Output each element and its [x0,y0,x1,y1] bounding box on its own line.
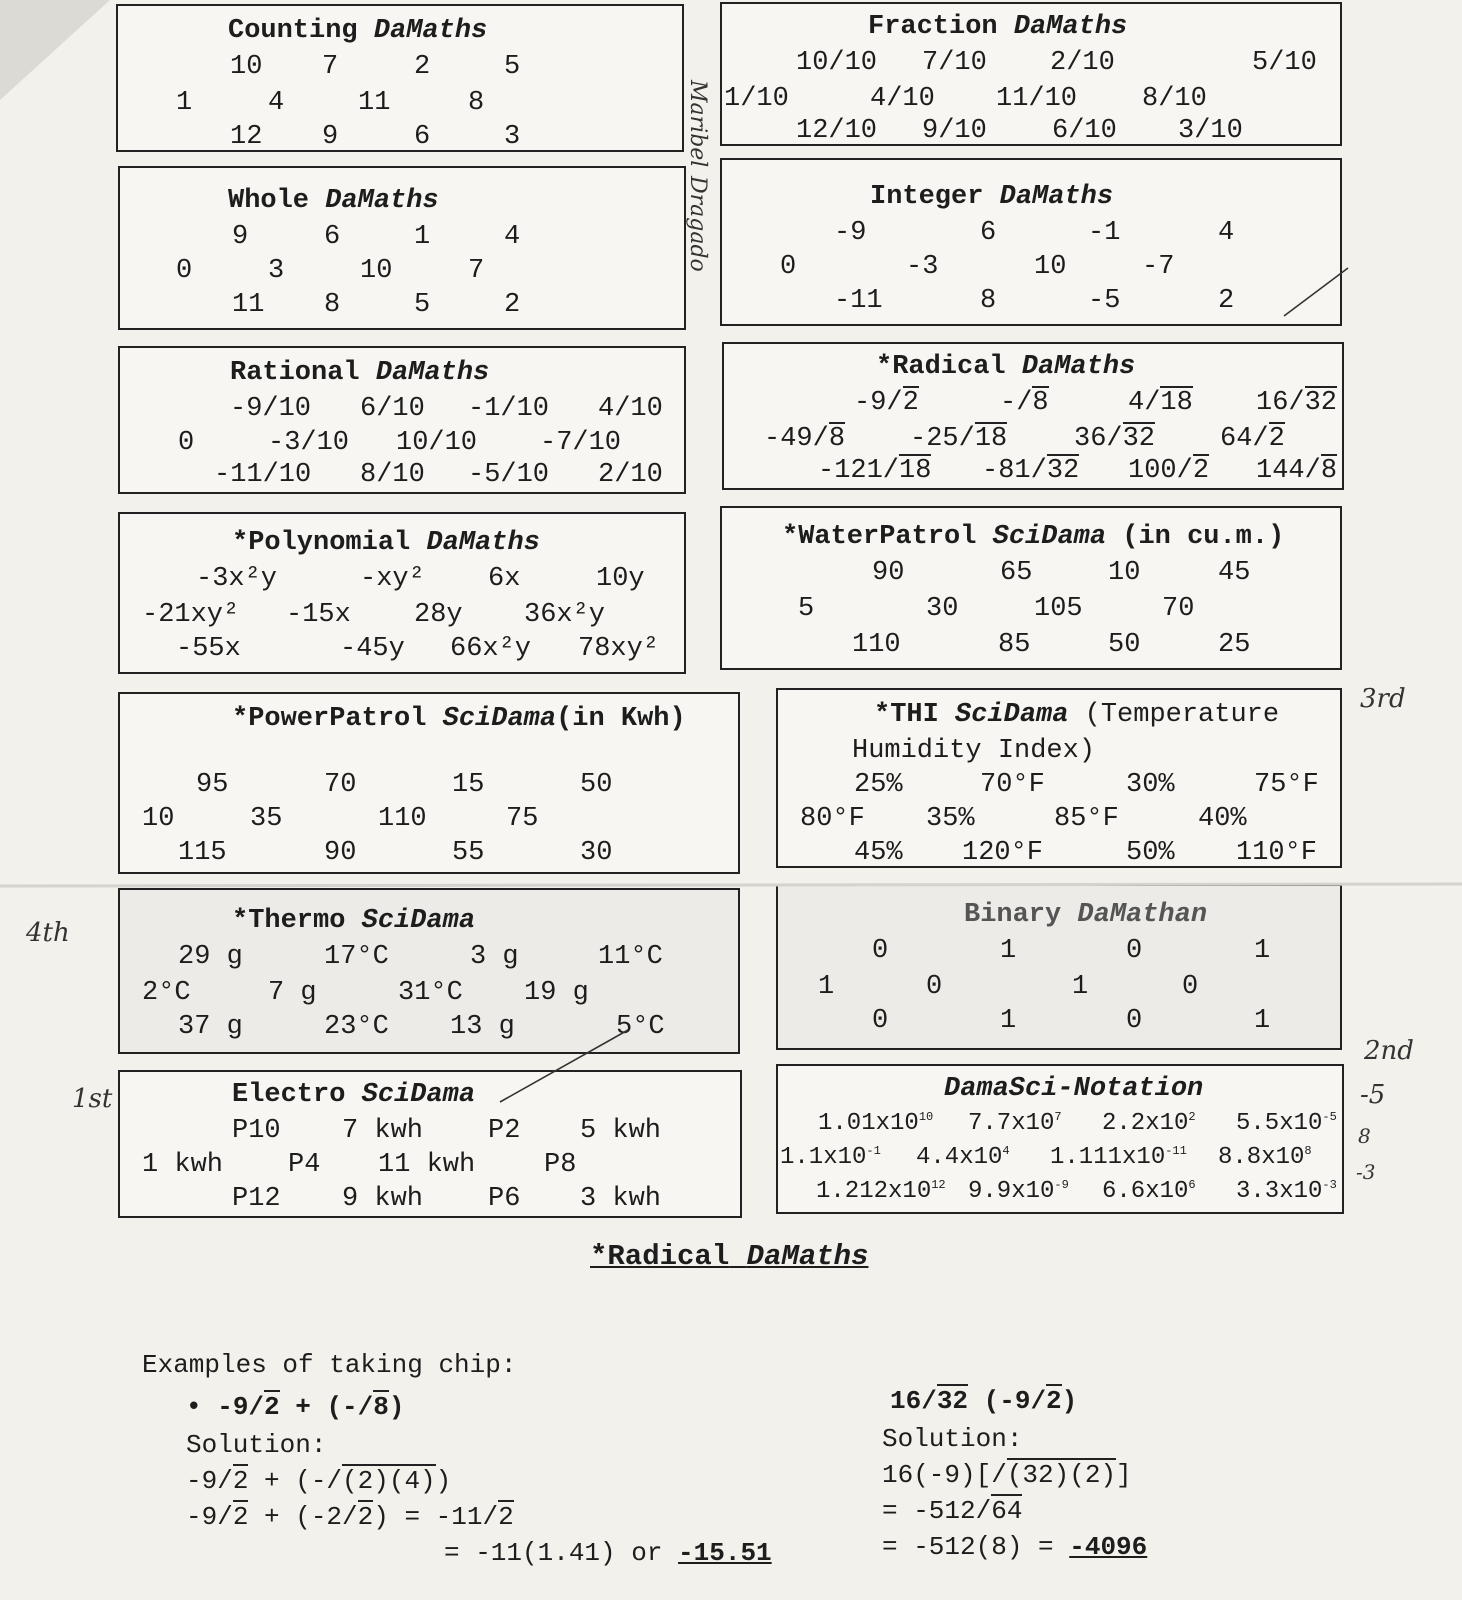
cell: 1 [1000,936,1017,966]
cell: -11/10 [214,460,312,490]
cell: 70°F [980,770,1045,800]
cell: 100/2 [1128,456,1210,486]
cell: -81/32 [982,456,1080,486]
cell: 8 [980,286,997,316]
box-title: Binary DaMathan [964,900,1208,930]
cell: 9 [322,122,339,152]
cell: 90 [324,838,357,868]
cell: 11 [358,88,391,118]
cell: 2/10 [1050,48,1115,78]
cell: 65 [1000,558,1033,588]
cell: 1 [1254,1006,1271,1036]
cell: 5/10 [1252,48,1317,78]
handwritten-note: 8 [1358,1124,1371,1148]
cell: -45y [340,634,405,664]
cell: 0 [872,936,889,966]
cell: -1 [1088,218,1121,248]
cell: $9.9x10^{-9}$ [968,1178,1069,1205]
handwritten-name-dragado: Dragado [685,176,710,272]
cell: P6 [488,1184,521,1214]
handwritten-name-maribel: Maribel [685,80,710,168]
cell: 7/10 [922,48,987,78]
cell: 45% [854,838,903,868]
cell: -1/10 [468,394,550,424]
cell: 31°C [398,978,463,1008]
cell: -25/18 [910,424,1008,454]
cell: 78xy² [578,634,660,664]
cell: 7 [468,256,485,286]
cell: -11 [834,286,883,316]
cell: $5.5x10^{-5}$ [1236,1110,1337,1137]
cell: 8 [468,88,485,118]
cell: 3/10 [1178,116,1243,146]
cell: P12 [232,1184,281,1214]
cell: 6/10 [360,394,425,424]
cell: 11/10 [996,84,1078,114]
cell: 3 kwh [580,1184,662,1214]
box-title: Integer DaMaths [870,182,1114,212]
integer-damaths-box [720,158,1342,326]
binary-damathan-box [776,884,1342,1050]
cell: 5 [414,290,431,320]
example-1: • -9/2 + (-/8) [186,1392,405,1422]
folded-corner [0,0,110,100]
cell: $1.01x10^{10}$ [818,1110,934,1137]
rational-damaths-box [118,346,686,494]
handwritten-note: -3 [1356,1160,1376,1184]
cell: 85 [998,630,1031,660]
cell: 3 [504,122,521,152]
cell: 25% [854,770,903,800]
cell: 4/18 [1128,388,1193,418]
cell: 9 [232,222,249,252]
box-title: *THI SciDama (Temperature [874,700,1280,730]
cell: 5 [504,52,521,82]
waterpatrol-scidama-box [720,506,1342,670]
cell: -121/18 [818,456,932,486]
cell: 4 [268,88,285,118]
cell: 5 [798,594,815,624]
solution-label: Solution: [882,1424,1023,1454]
cell: 10 [142,804,175,834]
cell: 8/10 [360,460,425,490]
cell: 5 kwh [580,1116,662,1146]
cell: -xy² [360,564,425,594]
cell: 2 [414,52,431,82]
section-title: *Radical DaMaths [590,1240,869,1273]
cell: -55x [176,634,241,664]
cell: $1.111x10^{-11}$ [1050,1144,1187,1171]
cell: 2 [1218,286,1235,316]
cell: 4 [1218,218,1235,248]
cell: 2/10 [598,460,663,490]
cell: -9/10 [230,394,312,424]
cell: $2.2x10^2$ [1102,1110,1196,1137]
cell: -3 [906,252,939,282]
cell: $3.3x10^{-3}$ [1236,1178,1337,1205]
cell: 0 [178,428,195,458]
cell: 35 [250,804,283,834]
cell: 70 [324,770,357,800]
cell: 75 [506,804,539,834]
cell: 0 [1182,972,1199,1002]
cell: 10/10 [396,428,478,458]
cell: 50% [1126,838,1175,868]
box-title: DamaSci-Notation [944,1074,1204,1104]
box-title: Whole DaMaths [228,186,439,216]
cell: 19 g [524,978,589,1008]
cell: -21xy² [142,600,240,630]
cell: 115 [178,838,227,868]
cell: $7.7x10^7$ [968,1110,1062,1137]
cell: 1 [414,222,431,252]
cell: 9/10 [922,116,987,146]
box-title: *Radical DaMaths [876,352,1136,382]
cell: 1 [1254,936,1271,966]
cell: $8.8x10^8$ [1218,1144,1312,1171]
cell: 1 [1072,972,1089,1002]
cell: $1.212x10^{12}$ [816,1178,946,1205]
cell: 3 g [470,942,519,972]
cell: 0 [872,1006,889,1036]
cell: 36/32 [1074,424,1156,454]
cell: 0 [1126,1006,1143,1036]
solution-line: 16(-9)[/(32)(2)] [882,1460,1132,1490]
cell: 29 g [178,942,243,972]
cell: 8 [324,290,341,320]
cell: 110 [852,630,901,660]
cell: -9/2 [854,388,919,418]
box-title: *PowerPatrol SciDama(in Kwh) [232,704,686,734]
cell: -/8 [1000,388,1049,418]
cell: 2 [504,290,521,320]
handwritten-rank-3rd: 3rd [1360,684,1406,714]
cell: P4 [288,1150,321,1180]
cell: -3/10 [268,428,350,458]
powerpatrol-scidama-box [118,692,740,874]
cell: 17°C [324,942,389,972]
cell: 105 [1034,594,1083,624]
cell: 13 g [450,1012,515,1042]
example-2: 16/32 (-9/2) [890,1386,1078,1416]
cell: 95 [196,770,229,800]
polynomial-damaths-box [118,512,686,674]
cell: 1/10 [724,84,789,114]
box-title: Rational DaMaths [230,358,490,388]
cell: 144/8 [1256,456,1338,486]
electro-scidama-box [118,1070,742,1218]
cell: P2 [488,1116,521,1146]
cell: 37 g [178,1012,243,1042]
solution-line: = -512/64 [882,1496,1023,1526]
cell: 7 g [268,978,317,1008]
handwritten-note: -5 [1360,1080,1386,1110]
box-title: Electro SciDama [232,1080,476,1110]
cell: 4 [504,222,521,252]
cell: 30% [1126,770,1175,800]
solution-line: = -512(8) = -4096 [882,1532,1148,1562]
cell: $4.4x10^4$ [916,1144,1010,1171]
cell: 66x²y [450,634,532,664]
cell: $6.6x10^6$ [1102,1178,1196,1205]
thi-scidama-box [776,688,1342,868]
cell: 11 [232,290,265,320]
whole-damaths-box [118,166,686,330]
fraction-damaths-box [720,2,1342,146]
cell: 6/10 [1052,116,1117,146]
box-title: Fraction DaMaths [868,12,1128,42]
cell: 50 [580,770,613,800]
cell: -15x [286,600,351,630]
cell: 80°F [800,804,865,834]
cell: 10y [596,564,645,594]
examples-label: Examples of taking chip: [142,1350,517,1380]
damasci-notation-box [776,1064,1344,1214]
cell: 70 [1162,594,1195,624]
cell: 7 kwh [342,1116,424,1146]
cell: 75°F [1254,770,1319,800]
cell: 36x²y [524,600,606,630]
cell: 25 [1218,630,1251,660]
cell: 2°C [142,978,191,1008]
thermo-scidama-box [118,888,740,1054]
cell: 10 [1108,558,1141,588]
cell: 35% [926,804,975,834]
cell: P8 [544,1150,577,1180]
cell: 16/32 [1256,388,1338,418]
cell: 64/2 [1220,424,1285,454]
cell: 30 [580,838,613,868]
box-title: *Polynomial DaMaths [232,528,540,558]
cell: 1 kwh [142,1150,224,1180]
cell: 10 [230,52,263,82]
cell: -5 [1088,286,1121,316]
cell: 50 [1108,630,1141,660]
cell: 10 [1034,252,1067,282]
cell: 0 [1126,936,1143,966]
cell: 10 [360,256,393,286]
cell: 1 [818,972,835,1002]
solution-line: -9/2 + (-/(2)(4)) [186,1466,452,1496]
cell: 55 [452,838,485,868]
cell: 7 [322,52,339,82]
cell: 1 [176,88,193,118]
solution-label: Solution: [186,1430,327,1460]
handwritten-rank-4th: 4th [26,918,70,948]
cell: P10 [232,1116,281,1146]
cell: 0 [780,252,797,282]
cell: 90 [872,558,905,588]
cell: 28y [414,600,463,630]
cell: 6x [488,564,521,594]
cell: 10/10 [796,48,878,78]
solution-line: = -11(1.41) or -15.51 [444,1538,772,1568]
cell: 6 [980,218,997,248]
cell: 0 [926,972,943,1002]
cell: 85°F [1054,804,1119,834]
solution-line: -9/2 + (-2/2) = -11/2 [186,1502,514,1532]
cell: 23°C [324,1012,389,1042]
cell: 8/10 [1142,84,1207,114]
cell: 0 [176,256,193,286]
cell: 4/10 [598,394,663,424]
box-title: *Thermo SciDama [232,906,476,936]
cell: 1 [1000,1006,1017,1036]
cell: -5/10 [468,460,550,490]
cell: 12/10 [796,116,878,146]
cell: 30 [926,594,959,624]
cell: 45 [1218,558,1251,588]
cell: 6 [414,122,431,152]
cell: 3 [268,256,285,286]
cell: 9 kwh [342,1184,424,1214]
box-subtitle: Humidity Index) [852,736,1096,766]
cell: -49/8 [764,424,846,454]
cell: 120°F [962,838,1044,868]
cell: 11°C [598,942,663,972]
cell: 15 [452,770,485,800]
cell: -7 [1142,252,1175,282]
radical-damaths-box [722,342,1344,490]
cell: 40% [1198,804,1247,834]
cell: 11 kwh [378,1150,476,1180]
cell: 6 [324,222,341,252]
cell: 12 [230,122,263,152]
cell: 110 [378,804,427,834]
cell: 4/10 [870,84,935,114]
cell: -9 [834,218,867,248]
box-title: *WaterPatrol SciDama (in cu.m.) [782,522,1285,552]
cell: -3x²y [196,564,278,594]
cell: 110°F [1236,838,1318,868]
handwritten-rank-1st: 1st [72,1084,113,1114]
counting-damaths-box [116,4,684,152]
cell: -7/10 [540,428,622,458]
cell: $1.1x10^{-1}$ [780,1144,881,1171]
handwritten-rank-2nd: 2nd [1364,1036,1414,1066]
cell: 5°C [616,1012,665,1042]
box-title: Counting DaMaths [228,16,488,46]
